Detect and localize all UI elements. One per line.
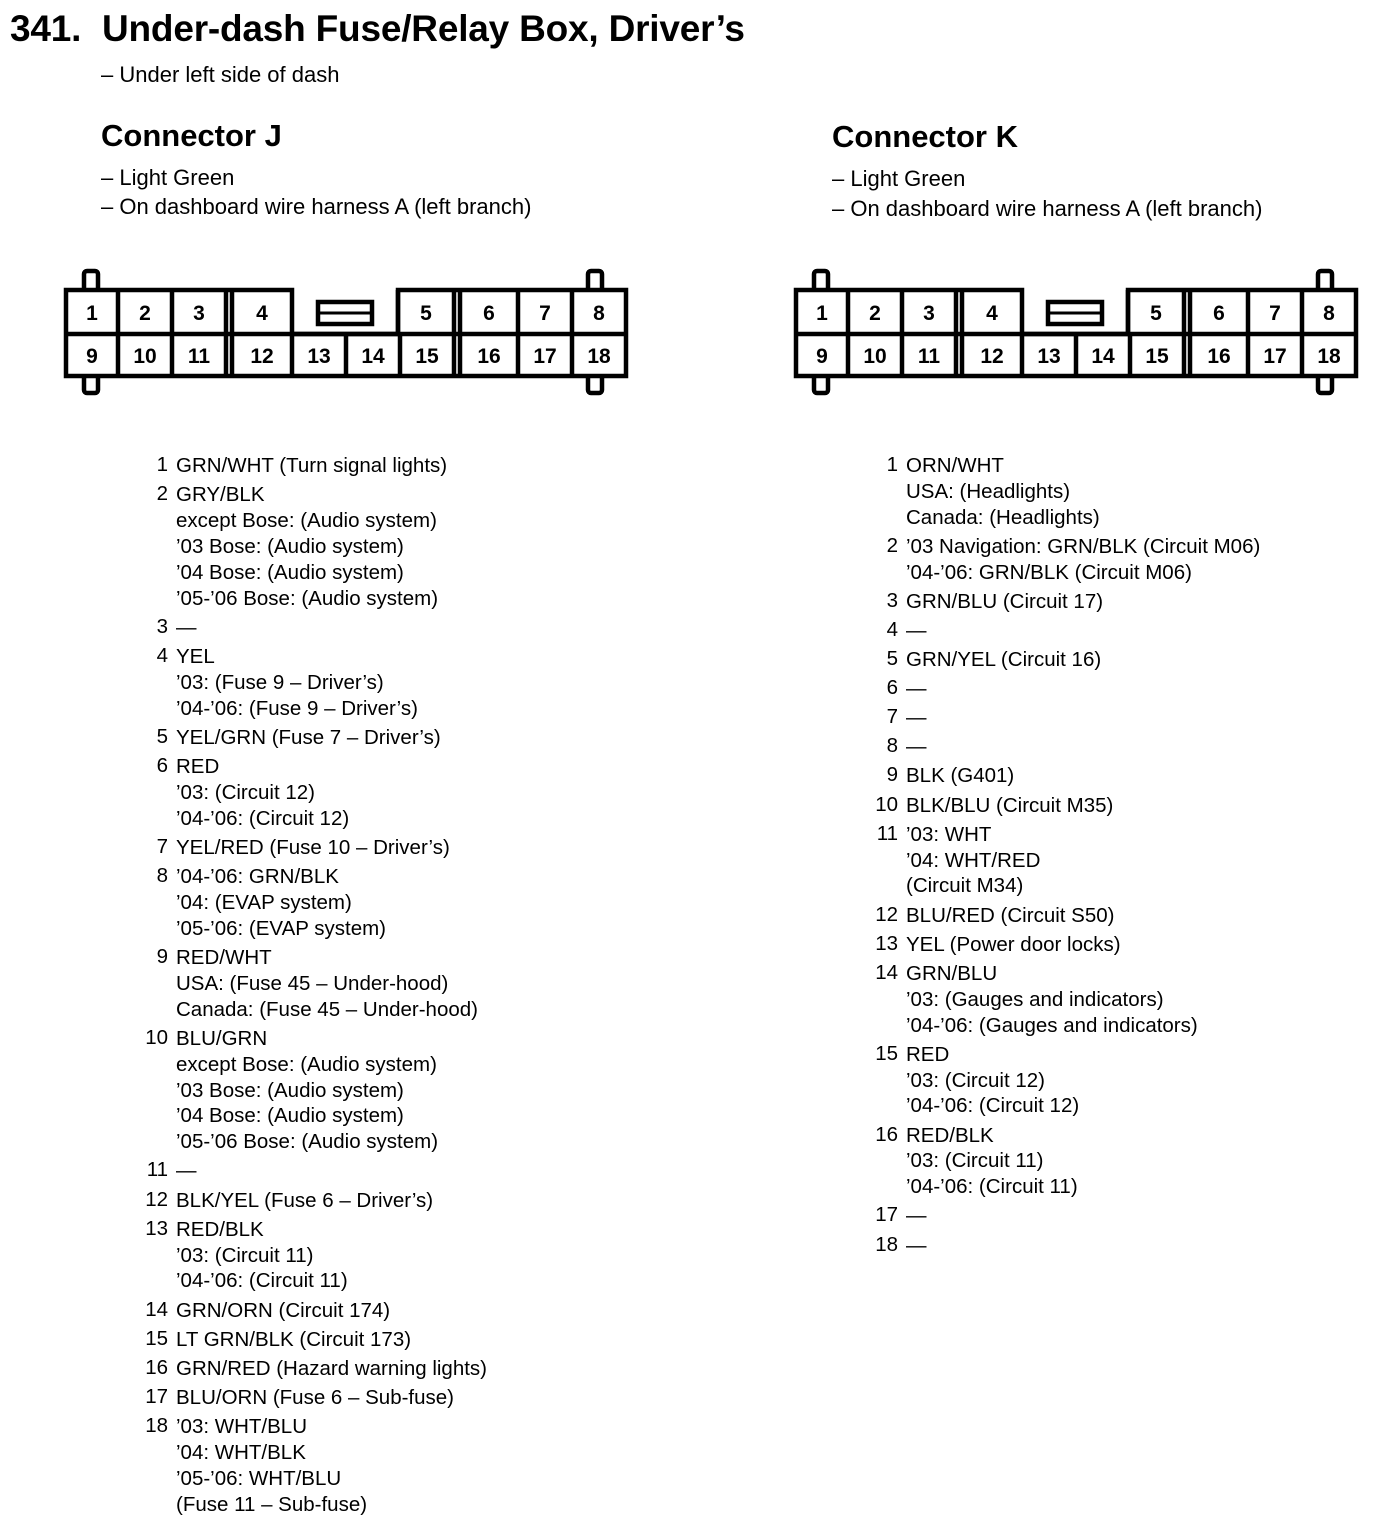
pin-number: 14 — [145, 1297, 168, 1321]
pin-number: 9 — [156, 944, 168, 968]
pin-description: ’04 Bose: (Audio system) — [176, 560, 404, 584]
pin-description: except Bose: (Audio system) — [176, 509, 437, 532]
pin-description: GRN/ORN (Circuit 174) — [176, 1298, 391, 1322]
pin-description: ’04-’06: (Circuit 11) — [176, 1269, 348, 1293]
connector-k-diagram — [790, 268, 1362, 396]
pin-description: ’04 Bose: (Audio system) — [176, 1104, 404, 1128]
pin-description: ’03: (Circuit 12) — [176, 780, 315, 804]
pin-label: 18 — [1317, 345, 1341, 368]
pin-label: 15 — [415, 345, 439, 368]
pin-description: — — [906, 619, 927, 642]
pin-label: 12 — [980, 345, 1004, 368]
pin-description: ’03: WHT/BLU — [176, 1414, 307, 1438]
pin-label: 1 — [816, 302, 828, 325]
pin-number: 11 — [146, 1158, 168, 1182]
pin-description: — — [906, 735, 927, 759]
pin-label: 11 — [917, 345, 941, 368]
pin-entry — [140, 1026, 487, 1156]
pin-label: 6 — [1213, 302, 1225, 325]
pin-description: except Bose: (Audio system) — [176, 1052, 437, 1076]
location-note: – Under left side of dash — [101, 62, 340, 87]
pin-description: BLU/ORN (Fuse 6 – Sub-fuse) — [176, 1385, 454, 1409]
connector-j-pin-list — [140, 453, 487, 1521]
pin-number: 5 — [886, 647, 898, 671]
pin-description: ’03: (Circuit 11) — [906, 1149, 1044, 1173]
pin-number: 13 — [145, 1216, 168, 1240]
connector-k-harness: – On dashboard wire harness A (left branch) — [832, 196, 1263, 221]
pin-description: BLK (G401) — [906, 764, 1015, 788]
pin-label: 15 — [1145, 345, 1169, 368]
pin-number: 15 — [875, 1041, 898, 1065]
pin-description: GRN/YEL (Circuit 16) — [906, 648, 1102, 672]
pin-entry — [870, 734, 1260, 760]
pin-label: 2 — [869, 302, 881, 325]
pin-entry — [140, 725, 487, 751]
pin-description: RED — [906, 1042, 950, 1066]
pin-entry — [870, 822, 1260, 900]
pin-description: ’03: (Circuit 12) — [906, 1068, 1045, 1092]
pin-entry — [140, 1356, 487, 1382]
pin-entry — [140, 1414, 487, 1518]
pin-description: BLU/RED (Circuit S50) — [906, 903, 1115, 927]
pin-description: ’04: (EVAP system) — [176, 890, 352, 914]
pin-entry — [140, 864, 487, 942]
pin-entry — [870, 676, 1260, 702]
connector-k-pin-list — [870, 453, 1260, 1262]
pin-entry — [870, 618, 1260, 644]
pin-description: ’03 Navigation: GRN/BLK (Circuit M06) — [906, 534, 1261, 558]
pin-entry — [870, 453, 1260, 531]
pin-description: USA: (Headlights) — [906, 479, 1071, 503]
pin-label: 17 — [533, 345, 557, 368]
pin-entry — [140, 1158, 487, 1184]
pin-description: ’03: (Circuit 11) — [176, 1243, 314, 1267]
pin-description: YEL (Power door locks) — [906, 932, 1121, 956]
pin-description: — — [906, 1204, 927, 1228]
pin-entry — [140, 615, 487, 641]
pin-label: 16 — [1207, 345, 1231, 368]
pin-label: 5 — [1150, 302, 1162, 325]
pin-number: 17 — [875, 1203, 898, 1227]
pin-label: 8 — [593, 302, 605, 325]
pin-label: 16 — [477, 345, 501, 368]
pin-label: 4 — [986, 302, 998, 325]
pin-description: ’04-’06: (Fuse 9 – Driver’s) — [176, 696, 418, 720]
pin-number: 6 — [156, 753, 168, 777]
pin-entry — [870, 705, 1260, 731]
pin-number: 5 — [156, 724, 168, 748]
page-title — [10, 8, 745, 50]
pin-label: 13 — [1037, 345, 1061, 368]
pin-number: 3 — [886, 588, 898, 612]
pin-description: ORN/WHT — [906, 454, 1004, 477]
pin-entry — [870, 961, 1260, 1039]
pin-entry — [140, 1188, 487, 1214]
pin-label: 13 — [307, 345, 331, 368]
pin-description: ’04: WHT/BLK — [176, 1440, 306, 1464]
pin-number: 2 — [886, 533, 898, 557]
pin-description: ’05-’06: (EVAP system) — [176, 916, 387, 940]
pin-entry — [870, 1123, 1260, 1201]
pin-description: — — [906, 677, 927, 701]
pin-description: RED/WHT — [176, 945, 272, 969]
pin-description: RED/BLK — [176, 1217, 264, 1241]
pin-number: 16 — [875, 1122, 898, 1146]
pin-number: 1 — [886, 453, 898, 476]
pin-description: YEL — [176, 644, 215, 668]
pin-number: 2 — [156, 482, 168, 506]
pin-description: ’04-’06: (Circuit 12) — [906, 1094, 1080, 1118]
pin-description: GRY/BLK — [176, 483, 265, 507]
pin-entry — [140, 835, 487, 861]
pin-description: GRN/BLU (Circuit 17) — [906, 589, 1104, 613]
pin-description: — — [906, 706, 927, 730]
pin-number: 8 — [886, 734, 898, 758]
pin-description: — — [906, 1233, 927, 1257]
pin-description: ’05-’06 Bose: (Audio system) — [176, 1130, 439, 1154]
pin-label: 10 — [133, 345, 157, 368]
pin-label: 18 — [587, 345, 611, 368]
pin-description: (Fuse 11 – Sub-fuse) — [176, 1492, 368, 1516]
pin-description: RED/BLK — [906, 1123, 994, 1147]
pin-number: 14 — [875, 960, 898, 984]
connector-j-title: Connector J — [101, 118, 282, 153]
pin-label: 7 — [1269, 302, 1281, 325]
pin-number: 9 — [886, 763, 898, 787]
pin-label: 9 — [816, 345, 828, 368]
pin-number: 4 — [156, 643, 168, 667]
pin-entry — [870, 534, 1260, 586]
connector-j-color: – Light Green — [101, 165, 235, 190]
pin-number: 8 — [156, 863, 168, 887]
pin-description: ’04-’06: (Circuit 11) — [906, 1175, 1078, 1199]
pin-entry — [140, 1217, 487, 1295]
pin-entry — [870, 1042, 1260, 1120]
pin-number: 13 — [875, 931, 898, 955]
pin-number: 10 — [875, 792, 898, 816]
pin-label: 3 — [193, 302, 205, 325]
pin-description: ’03 Bose: (Audio system) — [176, 1078, 404, 1102]
pin-description: LT GRN/BLK (Circuit 173) — [176, 1327, 412, 1351]
pin-description: BLK/YEL (Fuse 6 – Driver’s) — [176, 1188, 434, 1212]
pin-description: USA: (Fuse 45 – Under-hood) — [176, 971, 449, 995]
pin-number: 10 — [145, 1025, 168, 1049]
pin-description: YEL/RED (Fuse 10 – Driver’s) — [176, 835, 450, 859]
pin-number: 6 — [886, 676, 898, 700]
pin-description: BLK/BLU (Circuit M35) — [906, 793, 1114, 817]
pin-number: 18 — [875, 1232, 898, 1256]
pin-label: 14 — [1091, 345, 1115, 368]
pin-entry — [140, 1327, 487, 1353]
pin-number: 18 — [145, 1413, 168, 1437]
pin-entry — [870, 793, 1260, 819]
pin-number: 15 — [145, 1326, 168, 1350]
connector-j-harness: – On dashboard wire harness A (left branch) — [101, 194, 532, 219]
pin-entry — [140, 1385, 487, 1411]
pin-entry — [870, 903, 1260, 929]
pin-label: 14 — [361, 345, 385, 368]
pin-entry — [870, 932, 1260, 958]
pin-number: 16 — [145, 1355, 168, 1379]
pin-description: GRN/BLU — [906, 961, 998, 985]
pin-label: 7 — [539, 302, 551, 325]
pin-number: 17 — [145, 1384, 168, 1408]
pin-label: 8 — [1323, 302, 1335, 325]
page-number: 341. — [10, 8, 82, 49]
pin-number: 7 — [156, 834, 168, 858]
pin-entry — [140, 482, 487, 612]
pin-number: 3 — [156, 614, 168, 638]
connector-k-color: – Light Green — [832, 166, 966, 191]
pin-entry — [140, 644, 487, 722]
pin-label: 4 — [256, 302, 268, 325]
pin-description: — — [176, 1159, 197, 1183]
pin-description: — — [176, 615, 197, 639]
pin-entry — [870, 647, 1260, 673]
pin-description: Canada: (Fuse 45 – Under-hood) — [176, 997, 478, 1021]
pin-label: 3 — [923, 302, 935, 325]
pin-entry — [140, 945, 487, 1023]
pin-entry — [870, 763, 1260, 789]
pin-description: ’05-’06 Bose: (Audio system) — [176, 586, 439, 610]
connector-k-title: Connector K — [832, 119, 1018, 154]
pin-number: 12 — [875, 902, 898, 926]
pin-description: ’03: (Gauges and indicators) — [906, 987, 1164, 1011]
pin-number: 11 — [876, 821, 898, 845]
pin-label: 17 — [1263, 345, 1287, 368]
pin-description: ’04-’06: GRN/BLK — [176, 864, 339, 888]
pin-description: Canada: (Headlights) — [906, 505, 1100, 529]
pin-description: ’05-’06: WHT/BLU — [176, 1466, 342, 1490]
pin-description: ’03: (Fuse 9 – Driver’s) — [176, 670, 384, 694]
pin-description: GRN/WHT (Turn signal lights) — [176, 454, 448, 477]
pin-label: 6 — [483, 302, 495, 325]
pin-label: 10 — [863, 345, 887, 368]
pin-description: RED — [176, 754, 220, 778]
pin-description: (Circuit M34) — [906, 874, 1024, 898]
pin-label: 1 — [86, 302, 98, 325]
pin-label: 12 — [250, 345, 274, 368]
pin-description: ’04: WHT/RED — [906, 848, 1041, 872]
pin-label: 2 — [139, 302, 151, 325]
pin-label: 9 — [86, 345, 98, 368]
pin-description: ’04-’06: GRN/BLK (Circuit M06) — [906, 560, 1192, 584]
pin-label: 11 — [187, 345, 211, 368]
pin-number: 1 — [156, 453, 168, 476]
pin-description: ’03 Bose: (Audio system) — [176, 534, 404, 558]
pin-description: ’03: WHT — [906, 822, 992, 846]
pin-entry — [870, 1233, 1260, 1259]
pin-description: YEL/GRN (Fuse 7 – Driver’s) — [176, 725, 441, 749]
pin-description: BLU/GRN — [176, 1026, 268, 1050]
pin-number: 7 — [886, 705, 898, 729]
pin-entry — [140, 754, 487, 832]
connector-j-diagram — [60, 268, 632, 396]
pin-description: GRN/RED (Hazard warning lights) — [176, 1356, 488, 1380]
pin-entry — [870, 1203, 1260, 1229]
pin-label: 5 — [420, 302, 432, 325]
page-title-text: Under-dash Fuse/Relay Box, Driver’s — [102, 8, 745, 49]
pin-number: 12 — [145, 1187, 168, 1211]
pin-number: 4 — [886, 618, 898, 641]
pin-description: ’04-’06: (Circuit 12) — [176, 806, 350, 830]
pin-entry — [870, 589, 1260, 615]
pin-entry — [140, 453, 487, 479]
pin-entry — [140, 1298, 487, 1324]
pin-description: ’04-’06: (Gauges and indicators) — [906, 1013, 1198, 1037]
